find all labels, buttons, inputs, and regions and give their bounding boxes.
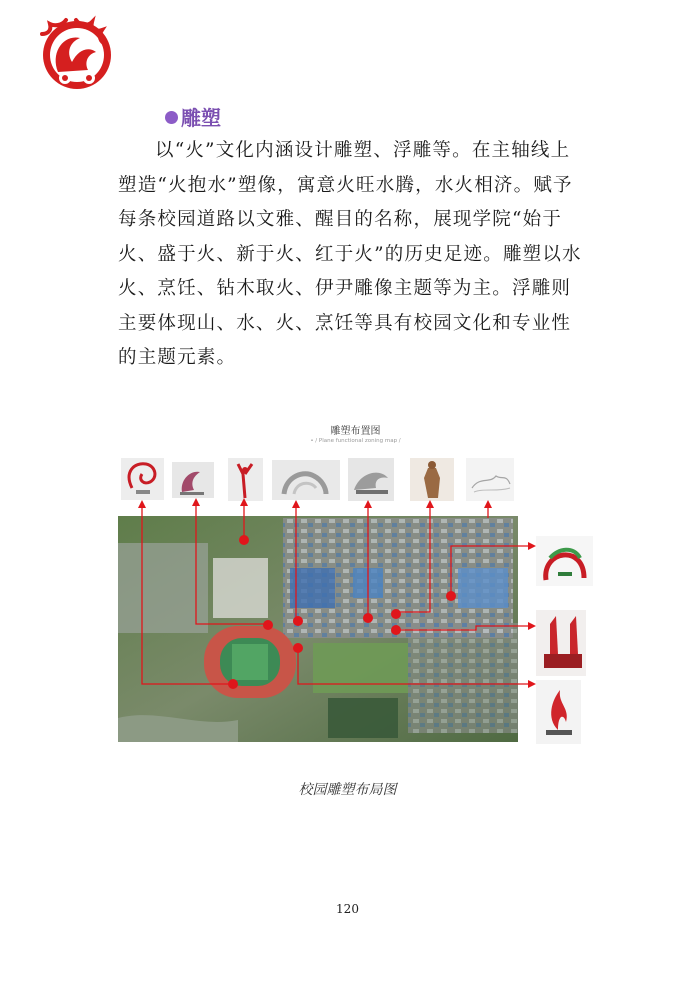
red-figure-sculpture-thumbnail: [228, 458, 263, 501]
bronze-yiyin-statue-thumbnail: [410, 458, 454, 501]
silver-wave-sculpture-thumbnail: [348, 458, 394, 501]
page-number: 120: [336, 902, 359, 916]
top-sculpture-thumbnails: [121, 458, 514, 501]
section-heading: [165, 102, 221, 131]
marker-dot: [363, 613, 373, 623]
phoenix-logo-icon: [36, 12, 118, 94]
body-text: [118, 134, 583, 376]
marker-dot: [239, 535, 249, 545]
sculpture-layout-diagram: [118, 418, 593, 748]
red-green-arch-sculpture-thumbnail: [536, 536, 593, 586]
marker-dot: [391, 609, 401, 619]
marker-dot: [228, 679, 238, 689]
silver-arch-sculpture-thumbnail: [272, 460, 340, 500]
purple-curved-sculpture-thumbnail: [172, 462, 214, 498]
marker-dot: [293, 643, 303, 653]
figure-title: 雕塑布置图: [330, 426, 381, 437]
red-flame-sculpture-thumbnail: [536, 680, 581, 744]
track-field: [204, 626, 296, 698]
right-sculpture-thumbnails: [536, 536, 593, 744]
marker-dot: [293, 616, 303, 626]
sketch-sculpture-thumbnail: [466, 458, 514, 501]
body-paragraph: 以“火”文化内涵设计雕塑、浮雕等。在主轴线上塑造“火抱水”塑像，寓意火旺水腾，水火相济。赋予每条校园道路以文雅、醒目的名称，展现学院“始于火、盛于火、新于火、红于火”的历史足迹。雕塑以水火、烹饪、钻木取火、伊尹雕像主题等为主。浮雕则主要体现山、水、火、烹饪等具有校园文化和专业性的主题元素。: [118, 140, 582, 368]
section-heading-text: 雕塑: [181, 106, 221, 130]
figure-caption: 校园雕塑布局图: [298, 782, 397, 798]
marker-dot: [263, 620, 273, 630]
campus-aerial-map-icon: [118, 516, 518, 742]
red-pillar-sculpture-thumbnail: [536, 610, 586, 676]
sculpture-layout-figure: [118, 418, 593, 748]
red-swirl-sculpture-thumbnail: [121, 458, 164, 500]
marker-dot: [446, 591, 456, 601]
figure-subtitle: • / Plane functional zoning map /: [310, 438, 401, 444]
bullet-icon: [165, 111, 178, 124]
marker-dot: [391, 625, 401, 635]
